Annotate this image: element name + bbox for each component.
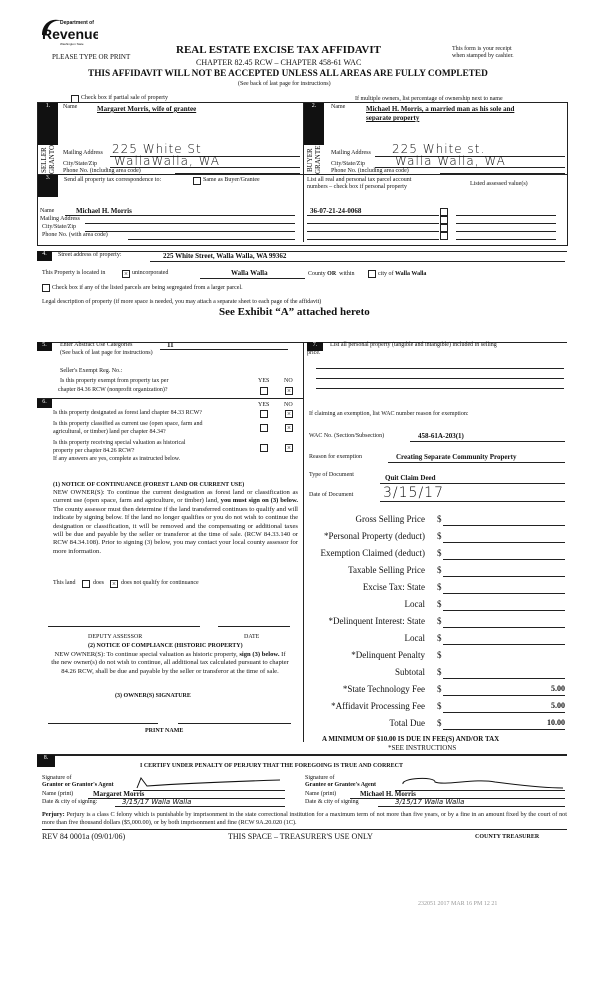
buyer-phone-label: Phone No. (including area code)	[331, 168, 409, 174]
city-of: city of Walla Walla	[378, 271, 427, 277]
county-treasurer-label: COUNTY TREASURER	[475, 834, 540, 840]
grantor-name-label: Name (print)	[42, 791, 74, 797]
legal-description-label: Legal description of property (if more space is needed, you may attach a separate sheet to each page of the affidavit)	[42, 299, 322, 305]
segregated-label: Check box if any of the listed parcels are being segregated from a larger parcel.	[52, 285, 243, 291]
corr-mailing-label: Mailing Address	[40, 216, 80, 222]
perjury-notice: Perjury: Perjury is a class C felony which is punishable by imprisonment in the state correctional institution for a maximum term of not more than five years, or by a fine in an amount fixed by the court of not more than five thousand dollars ($5,000.00), or by both imprisonment and fine (RCW 9A.20.020 (1C).	[42, 811, 567, 826]
seller-grantor-label: SELLER GRANTOR	[40, 140, 56, 174]
seller-mailing-label: Mailing Address	[63, 150, 103, 156]
section-4-number: 4.	[37, 251, 52, 261]
fee-label: *Delinquent Interest: State	[328, 616, 425, 626]
owner-signature-label: (3) OWNER(S) SIGNATURE	[115, 693, 191, 699]
document-date[interactable]: 3/15/17	[383, 485, 444, 501]
grantor-signature-label-1: Signature of	[42, 775, 72, 781]
parcels-label-2: numbers – check box if personal property	[307, 184, 407, 190]
current-use-no-checkbox[interactable]: ×	[285, 424, 293, 432]
fee-label: *State Technology Fee	[342, 684, 425, 694]
seller-city-state-zip[interactable]: WallaWalla, WA	[114, 154, 220, 168]
fee-value[interactable]: 10.00	[443, 718, 565, 730]
form-number: REV 84 0001a (09/01/06)	[42, 832, 126, 841]
county-name[interactable]: Walla Walla	[231, 269, 268, 277]
if-yes-note: If any answers are yes, complete as instructed below.	[53, 456, 181, 462]
county-or-within: County OR within	[308, 271, 355, 277]
legal-description[interactable]: See Exhibit “A” attached hereto	[219, 306, 370, 318]
notice-compliance-text: NEW OWNER(S): To continue special valuation as historic property, sign (3) below. If the new owner(s) do not wish to continue, all additional tax calculated pursuant to chapter 84.26 RCW, shall be due and payable by the seller or transferor at the time of sale.	[51, 651, 289, 675]
fee-value[interactable]: 5.00	[443, 684, 565, 696]
grantee-signature[interactable]	[395, 774, 565, 790]
street-address-label: Street address of property:	[58, 252, 122, 258]
assessed-value-label: Listed assessed value(s)	[470, 181, 528, 187]
fee-label: *Affidavit Processing Fee	[331, 701, 425, 711]
historic-no-checkbox[interactable]: ×	[285, 444, 293, 452]
grantee-signature-label-2: Grantee or Grantee's Agent	[305, 782, 377, 788]
dollar-sign: $	[437, 565, 442, 575]
personal-property-label-2: price.	[307, 350, 321, 356]
section-7-number: 7.	[307, 342, 323, 351]
fee-value[interactable]	[443, 582, 565, 594]
fee-value[interactable]	[443, 667, 565, 679]
section-8-number: 8.	[37, 755, 55, 767]
exemption-reason[interactable]: Creating Separate Community Property	[396, 453, 517, 461]
receipt-note-2: when stamped by cashier.	[452, 53, 514, 59]
fee-value[interactable]	[443, 548, 565, 560]
personal-property-label-1: List all personal property (tangible and intangible) included in selling	[330, 342, 497, 348]
seller-city-label: City/State/Zip	[63, 161, 97, 167]
fee-label: Total Due	[389, 718, 425, 728]
buyer-city-state-zip[interactable]: Walla Walla, WA	[395, 154, 506, 168]
buyer-mailing-address[interactable]: 225 White st.	[392, 142, 486, 156]
grantor-signature[interactable]	[135, 774, 285, 790]
nonprofit-question-1: Is this property exempt from property tax per	[60, 378, 169, 384]
grantee-signature-label-1: Signature of	[305, 775, 335, 781]
section-3-number: 3.	[38, 175, 58, 197]
no-header: NO	[284, 378, 293, 384]
seller-mailing-address[interactable]: 225 White St	[112, 142, 202, 156]
yes-header: YES	[258, 402, 270, 408]
forest-land-question: Is this property designated as forest land chapter 84.33 RCW?	[53, 410, 202, 416]
unincorporated-checkbox[interactable]: ×	[122, 270, 130, 278]
historic-question-2: property per chapter 84.26 RCW?	[53, 448, 135, 454]
fee-label: *Delinquent Penalty	[351, 650, 425, 660]
corr-phone-label: Phone No. (with area code)	[42, 232, 108, 238]
fee-label: Exemption Claimed (deduct)	[320, 548, 425, 558]
continuance-land-label: This land	[53, 580, 76, 586]
fee-label: Excise Tax: State	[362, 582, 425, 592]
buyer-city-label: City/State/Zip	[331, 161, 365, 167]
fee-value[interactable]	[443, 616, 565, 628]
minimum-due-note: A MINIMUM OF $10.00 IS DUE IN FEE(S) AND/OR TAX	[322, 735, 500, 743]
treasurer-space-label: THIS SPACE – TREASURER'S USE ONLY	[228, 832, 373, 841]
see-instructions-note: *SEE INSTRUCTIONS	[388, 744, 457, 752]
city-checkbox[interactable]	[368, 270, 376, 278]
dollar-sign: $	[437, 667, 442, 677]
dollar-sign: $	[437, 650, 442, 660]
fee-value[interactable]	[443, 633, 565, 645]
no-header: NO	[284, 402, 293, 408]
current-use-question-2: agricultural, or timber) land per chapter 84.34?	[53, 429, 166, 435]
dollar-sign: $	[437, 514, 442, 524]
fee-label: Subtotal	[394, 667, 425, 677]
grantor-name[interactable]: Margaret Morris	[93, 790, 145, 798]
dollar-sign: $	[437, 633, 442, 643]
personal-property-checkbox[interactable]	[440, 216, 448, 224]
nonprofit-question-2: chapter 84.36 RCW (nonprofit organization)?	[58, 387, 168, 393]
corr-name[interactable]: Michael H. Morris	[76, 207, 132, 215]
seller-name[interactable]: Margaret Morris, wife of grantee	[97, 105, 197, 113]
svg-text:Washington State: Washington State	[60, 42, 84, 46]
fee-value[interactable]	[443, 565, 565, 577]
deputy-assessor-label: DEPUTY ASSESSOR	[88, 634, 143, 640]
fee-label: Local	[404, 633, 425, 643]
same-as-buyer-checkbox[interactable]	[193, 177, 201, 185]
section-5-number: 5.	[37, 342, 52, 351]
personal-property-checkbox[interactable]	[440, 224, 448, 232]
fee-value[interactable]	[443, 599, 565, 611]
dollar-sign: $	[437, 531, 442, 541]
grantee-date-label: Date & city of signing	[305, 799, 359, 805]
wac-label: WAC No. (Section/Subsection)	[309, 433, 385, 439]
abstract-use-value[interactable]: 11	[167, 341, 174, 349]
chapter-reference: CHAPTER 82.45 RCW – CHAPTER 458-61 WAC	[196, 58, 362, 67]
grantee-date-city[interactable]: 3/15/17 Walla Walla	[395, 798, 465, 806]
seller-phone-label: Phone No. (including area code)	[63, 168, 141, 174]
current-use-yes-checkbox[interactable]	[260, 424, 268, 432]
dollar-sign: $	[437, 616, 442, 626]
parcels-label-1: List all real and personal tax parcel account	[307, 177, 412, 183]
print-name-label: PRINT NAME	[145, 728, 184, 734]
receipt-note-1: This form is your receipt	[452, 46, 512, 52]
see-back-note: (See back of last page for instructions)	[238, 81, 331, 87]
buyer-name-line2[interactable]: separate property	[366, 114, 420, 122]
abstract-use-label: Enter Abstract Use Categories	[60, 342, 133, 348]
correspondence-label: Send all property tax correspondence to:	[64, 177, 162, 183]
exemption-label: If claiming an exemption, list WAC number reason for exemption:	[309, 411, 469, 417]
dor-logo	[38, 15, 98, 52]
grantor-date-label: Date & city of signing:	[42, 799, 98, 805]
section-6-number: 6.	[37, 399, 52, 408]
corr-city-label: City/State/Zip	[42, 224, 76, 230]
personal-property-checkbox[interactable]	[440, 208, 448, 216]
fee-value[interactable]	[443, 514, 565, 526]
form-title: REAL ESTATE EXCISE TAX AFFIDAVIT	[176, 44, 381, 56]
svg-text:Department of: Department of	[60, 20, 94, 26]
reason-label: Reason for exemption	[309, 454, 362, 460]
grantor-date-city[interactable]: 3/15/17 Walla Walla	[122, 798, 192, 806]
nonprofit-no-checkbox[interactable]: ×	[285, 387, 293, 395]
unincorporated-label: unincorporated	[132, 270, 169, 276]
dollar-sign: $	[437, 701, 442, 711]
fee-label: Taxable Selling Price	[348, 565, 425, 575]
dollar-sign: $	[437, 599, 442, 609]
buyer-grantee-label: BUYER GRANTEE	[306, 141, 322, 174]
fee-label: Local	[404, 599, 425, 609]
yes-header: YES	[258, 378, 270, 384]
type-or-print-note: PLEASE TYPE OR PRINT	[52, 53, 131, 61]
forest-land-yes-checkbox[interactable]	[260, 410, 268, 418]
assessor-date-label: DATE	[244, 634, 260, 640]
fee-value[interactable]	[443, 531, 565, 543]
document-type[interactable]: Quit Claim Deed	[385, 474, 436, 482]
grantee-name-label: Name (print)	[305, 791, 337, 797]
section-2-number: 2.	[304, 103, 324, 145]
parcel-number[interactable]: 36-07-21-24-0068	[310, 207, 362, 215]
abstract-see-back: (See back of last page for instructions)	[60, 350, 153, 356]
current-use-question-1: Is this property classified as current use (open space, farm and	[53, 421, 203, 427]
continuance-does-not-label: does not qualify for continuance	[121, 580, 199, 586]
notice-compliance-title: (2) NOTICE OF COMPLIANCE (HISTORIC PROPERTY)	[88, 643, 243, 649]
dollar-sign: $	[437, 684, 442, 694]
notice-continuance-text: NEW OWNER(S): To continue the current designation as forest land or classification as current use (open space, farm and agriculture, or timber) land, you must sign on (3) below. The county assessor must then determine if the land transferred continues to qualify and will indicate by signing below. If the land no longer qualifies or you do not wish to continue the designation or classification, it will be removed and the compensating or additional taxes will be due and payable by the seller or transferor at the time of sale. (RCW 84.33.140 or RCW 84.34.108). Prior to signing (3) below, you may contact your local county assessor for more information.	[53, 489, 298, 555]
segregated-checkbox[interactable]	[42, 284, 50, 292]
grantor-signature-label-2: Grantor or Grantor's Agent	[42, 782, 114, 788]
buyer-name-line1[interactable]: Michael H. Morris, a married man as his sole and	[366, 105, 515, 113]
dollar-sign: $	[437, 582, 442, 592]
qualifies-does-checkbox[interactable]	[82, 580, 90, 588]
dollar-sign: $	[437, 718, 442, 728]
property-street-address[interactable]: 225 White Street, Walla Walla, WA 99362	[163, 252, 287, 260]
located-in-label: This Property is located in	[42, 270, 106, 276]
doc-type-label: Type of Document	[309, 472, 354, 478]
buyer-name-label: Name	[331, 104, 346, 110]
corr-name-label: Name	[40, 208, 55, 214]
partial-sale-label: Check box if partial sale of property	[81, 95, 168, 101]
personal-property-checkbox[interactable]	[440, 232, 448, 240]
multiple-owners-note: If multiple owners, list percentage of ownership next to name	[355, 96, 503, 102]
fee-label: *Personal Property (deduct)	[324, 531, 425, 541]
continuance-does-label: does	[93, 580, 104, 586]
forest-land-no-checkbox[interactable]: ×	[285, 410, 293, 418]
historic-yes-checkbox[interactable]	[260, 444, 268, 452]
revenue-logo-icon	[38, 15, 98, 47]
doc-date-label: Date of Document	[309, 492, 354, 498]
certify-statement: I CERTIFY UNDER PENALTY OF PERJURY THAT THE FOREGOING IS TRUE AND CORRECT	[140, 763, 403, 769]
fee-label: Gross Selling Price	[355, 514, 425, 524]
wac-number[interactable]: 458-61A-203(1)	[418, 432, 464, 440]
dollar-sign: $	[437, 548, 442, 558]
historic-question-1: Is this property receiving special valuation as historical	[53, 440, 186, 446]
recording-stamp: 232051 2017 MAR 16 PM 12 21	[418, 901, 498, 907]
svg-text:Revenue: Revenue	[42, 26, 98, 42]
nonprofit-yes-checkbox[interactable]	[260, 387, 268, 395]
fee-value[interactable]: 5.00	[443, 701, 565, 713]
warning-text: THIS AFFIDAVIT WILL NOT BE ACCEPTED UNLESS ALL AREAS ARE FULLY COMPLETED	[88, 69, 488, 79]
exempt-reg-label: Seller's Exempt Reg. No.:	[60, 368, 123, 374]
buyer-mailing-label: Mailing Address	[331, 150, 371, 156]
same-as-buyer-label: Same as Buyer/Grantee	[203, 177, 260, 183]
qualifies-does-not-checkbox[interactable]: ×	[110, 580, 118, 588]
notice-continuance-title: (1) NOTICE OF CONTINUANCE (FOREST LAND OR CURRENT USE)	[53, 482, 245, 488]
seller-name-label: Name	[63, 104, 78, 110]
section-1-number: 1.	[38, 103, 58, 145]
grantee-name[interactable]: Michael H. Morris	[360, 790, 416, 798]
fee-value[interactable]	[443, 650, 565, 661]
